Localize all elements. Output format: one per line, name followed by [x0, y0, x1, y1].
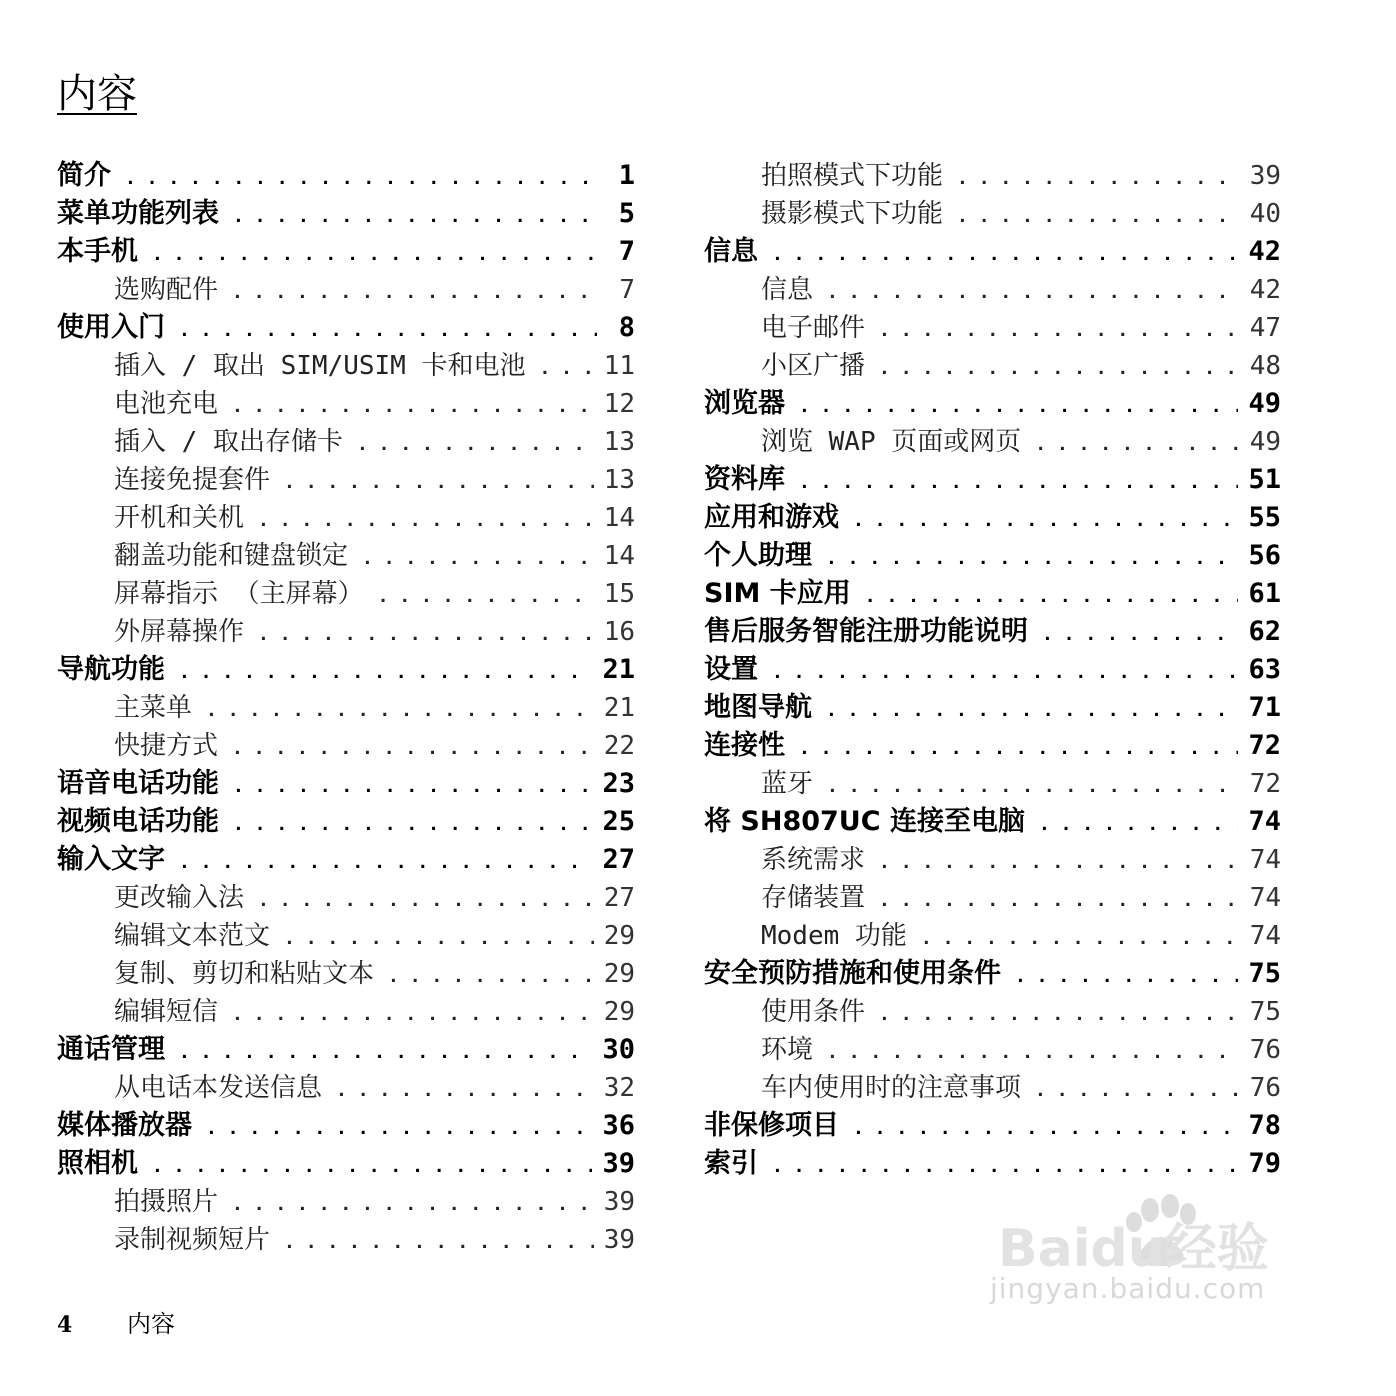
toc-subentry[interactable] [57, 727, 635, 765]
toc-subentry[interactable] [57, 613, 635, 651]
toc-page-number: 14 [603, 503, 635, 533]
toc-entry-label: 屏幕指示 （主屏幕） [114, 579, 364, 609]
toc-leader-dots [879, 844, 1240, 882]
toc-page-number: 78 [1248, 1110, 1281, 1141]
toc-leader-dots [336, 1072, 594, 1110]
footer-page-number: 4 [57, 1312, 73, 1338]
toc-leader-dots [865, 578, 1239, 616]
toc-entry-label: 将 SH807UC 连接至电脑 [704, 806, 1025, 837]
toc-entry[interactable] [704, 385, 1281, 423]
toc-page-number: 48 [1249, 351, 1281, 381]
toc-leader-dots [152, 1148, 592, 1186]
toc-leader-dots [233, 768, 592, 806]
toc-leader-dots [1042, 616, 1238, 654]
toc-leader-dots [125, 160, 597, 198]
toc-leader-dots [921, 920, 1240, 958]
toc-leader-dots [879, 312, 1240, 350]
toc-leader-dots [879, 350, 1240, 388]
toc-leader-dots [879, 882, 1240, 920]
toc-entry-label: 复制、剪切和粘贴文本 [114, 959, 375, 989]
toc-leader-dots [232, 996, 594, 1034]
toc-subentry[interactable] [57, 385, 635, 423]
toc-page-number: 21 [602, 654, 635, 685]
toc-leader-dots [179, 654, 592, 692]
toc-leader-dots [179, 1034, 592, 1072]
toc-entry-label: 拍摄照片 [114, 1187, 219, 1217]
toc-subentry[interactable] [57, 917, 635, 955]
toc-entry-label: 视频电话功能 [57, 806, 219, 837]
toc-entry-label: 连接免提套件 [114, 465, 271, 495]
toc-page-number: 74 [1249, 883, 1281, 913]
toc-page-number: 12 [603, 389, 635, 419]
page-title: 内容 [57, 71, 137, 117]
toc-entry-label: 通话管理 [57, 1034, 165, 1065]
toc-page-number: 63 [1248, 654, 1281, 685]
paw-logo-icon [990, 1192, 1320, 1272]
toc-subentry[interactable] [704, 1069, 1281, 1107]
toc-page-number: 62 [1248, 616, 1281, 647]
toc-entry-label: 车内使用时的注意事项 [761, 1073, 1022, 1103]
toc-page-number: 27 [602, 844, 635, 875]
watermark-url: jingyan.baidu.com [990, 1272, 1266, 1305]
toc-entry-label: 信息 [761, 275, 814, 305]
toc-entry-label: 外屏幕操作 [114, 617, 245, 647]
toc-entry-label: 使用入门 [57, 312, 165, 343]
toc-subentry[interactable] [704, 347, 1281, 385]
toc-page-number: 39 [603, 1187, 635, 1217]
toc-leader-dots [1015, 958, 1238, 996]
toc-leader-dots [378, 578, 594, 616]
toc-entry[interactable] [704, 727, 1281, 765]
toc-entry-label: 录制视频短片 [114, 1225, 271, 1255]
toc-subentry[interactable] [704, 765, 1281, 803]
toc-subentry[interactable] [704, 841, 1281, 879]
toc-entry-label: 电子邮件 [761, 313, 866, 343]
toc-entry-label: 资料库 [704, 464, 785, 495]
toc-subentry[interactable] [704, 993, 1281, 1031]
toc-entry[interactable] [704, 689, 1281, 727]
toc-page-number: 51 [1248, 464, 1281, 495]
toc-page-number: 14 [603, 541, 635, 571]
toc-page-number: 25 [602, 806, 635, 837]
toc-entry-label: 使用条件 [761, 997, 866, 1027]
toc-leader-dots [827, 274, 1240, 312]
toc-page-number: 7 [619, 275, 635, 305]
toc-leader-dots [1035, 426, 1239, 464]
toc-page-number: 56 [1248, 540, 1281, 571]
toc-page-number: 13 [603, 465, 635, 495]
toc-page-number: 76 [1249, 1073, 1281, 1103]
toc-leader-dots [1035, 1072, 1240, 1110]
toc-subentry[interactable] [57, 1221, 635, 1259]
toc-leader-dots [179, 844, 592, 882]
toc-entry[interactable] [57, 195, 635, 233]
toc-page-number: 75 [1248, 958, 1281, 989]
toc-entry-label: 地图导航 [704, 692, 812, 723]
toc-subentry[interactable] [57, 499, 635, 537]
toc-entry-label: 电池充电 [114, 389, 219, 419]
watermark-brand: Baidu经验 [998, 1219, 1269, 1272]
toc-page-number: 27 [603, 883, 635, 913]
toc-leader-dots [826, 692, 1238, 730]
footer-section-title: 内容 [127, 1310, 175, 1338]
toc-subentry[interactable] [57, 347, 635, 385]
toc-entry-label: 浏览 WAP 页面或网页 [761, 427, 1022, 457]
toc-page-number: 74 [1248, 806, 1281, 837]
toc-leader-dots [258, 502, 594, 540]
toc-entry[interactable] [704, 651, 1281, 689]
toc-entry-label: 编辑短信 [114, 997, 219, 1027]
toc-page-number: 47 [1249, 313, 1281, 343]
toc-entry-label: 开机和关机 [114, 503, 245, 533]
toc-entry-label: 非保修项目 [704, 1110, 839, 1141]
toc-page-number: 49 [1248, 388, 1281, 419]
toc-subentry[interactable] [704, 271, 1281, 309]
toc-page-number: 29 [603, 997, 635, 1027]
toc-leader-dots [232, 730, 594, 768]
toc-subentry[interactable] [57, 271, 635, 309]
toc-subentry[interactable] [704, 917, 1281, 955]
toc-page-number: 39 [602, 1148, 635, 1179]
toc-page-number: 71 [1248, 692, 1281, 723]
toc-page-number: 36 [602, 1110, 635, 1141]
toc-leader-dots [258, 616, 594, 654]
toc-leader-dots [826, 540, 1238, 578]
toc-entry-label: 插入 / 取出存储卡 [114, 427, 343, 457]
toc-subentry[interactable] [704, 879, 1281, 917]
toc-subentry[interactable] [57, 1069, 635, 1107]
toc-page-number: 72 [1248, 730, 1281, 761]
toc-leader-dots [853, 502, 1238, 540]
toc-entry-label: 本手机 [57, 236, 138, 267]
toc-entry[interactable] [704, 803, 1281, 841]
toc-subentry[interactable] [57, 461, 635, 499]
toc-entry-label: 浏览器 [704, 388, 785, 419]
toc-entry-label: 摄影模式下功能 [761, 199, 944, 229]
toc-page-number: 76 [1249, 1035, 1281, 1065]
toc-subentry[interactable] [57, 689, 635, 727]
toc-entry-label: Modem 功能 [761, 921, 907, 951]
toc-subentry[interactable] [704, 1031, 1281, 1069]
toc-entry-label: 连接性 [704, 730, 785, 761]
toc-subentry[interactable] [57, 575, 635, 613]
toc-leader-dots [879, 996, 1240, 1034]
toc-page-number: 29 [603, 959, 635, 989]
toc-subentry[interactable] [57, 879, 635, 917]
baidu-watermark [990, 1192, 1320, 1342]
toc-leader-dots [232, 388, 594, 426]
toc-entry[interactable] [704, 233, 1281, 271]
toc-entry-label: 简介 [57, 160, 111, 191]
toc-entry-label: 应用和游戏 [704, 502, 839, 533]
toc-entry[interactable] [704, 1145, 1281, 1183]
toc-leader-dots [152, 236, 597, 274]
toc-subentry[interactable] [57, 1183, 635, 1221]
toc-entry-label: 索引 [704, 1148, 758, 1179]
toc-page-number: 55 [1248, 502, 1281, 533]
toc-subentry[interactable] [57, 537, 635, 575]
toc-leader-dots [957, 160, 1240, 198]
toc-page-number: 74 [1249, 921, 1281, 951]
toc-page-number: 5 [618, 198, 635, 229]
toc-page-number: 74 [1249, 845, 1281, 875]
toc-leader-dots [232, 274, 597, 312]
toc-leader-dots [827, 768, 1240, 806]
toc-entry-label: 媒体播放器 [57, 1110, 192, 1141]
toc-leader-dots [957, 198, 1240, 236]
toc-entry[interactable] [704, 613, 1281, 651]
toc-entry-label: 售后服务智能注册功能说明 [704, 616, 1028, 647]
toc-leader-dots [772, 236, 1238, 274]
toc-subentry[interactable] [704, 195, 1281, 233]
toc-entry-label: 信息 [704, 236, 758, 267]
toc-entry[interactable] [704, 461, 1281, 499]
toc-entry[interactable] [57, 1107, 635, 1145]
toc-entry[interactable] [57, 233, 635, 271]
toc-page-number: 72 [1249, 769, 1281, 799]
toc-subentry[interactable] [57, 423, 635, 461]
toc-entry[interactable] [57, 1145, 635, 1183]
toc-entry[interactable] [57, 841, 635, 879]
toc-entry[interactable] [57, 803, 635, 841]
toc-entry[interactable] [57, 309, 635, 347]
toc-entry-label: 照相机 [57, 1148, 138, 1179]
toc-entry-label: 菜单功能列表 [57, 198, 219, 229]
toc-subentry[interactable] [57, 993, 635, 1031]
toc-leader-dots [772, 654, 1238, 692]
toc-page-number: 11 [603, 351, 635, 381]
toc-leader-dots [540, 350, 594, 388]
toc-leader-dots [853, 1110, 1238, 1148]
toc-leader-dots [799, 730, 1238, 768]
toc-page-number: 22 [603, 731, 635, 761]
toc-page-number: 39 [603, 1225, 635, 1255]
toc-leader-dots [362, 540, 594, 578]
toc-right-column [704, 157, 1281, 1183]
toc-page-number: 32 [603, 1073, 635, 1103]
toc-page-number: 49 [1249, 427, 1281, 457]
toc-entry[interactable] [57, 1031, 635, 1069]
toc-entry-label: 输入文字 [57, 844, 165, 875]
toc-entry-label: 选购配件 [114, 275, 219, 305]
toc-entry[interactable] [57, 651, 635, 689]
toc-entry[interactable] [57, 157, 635, 195]
toc-entry-label: 小区广播 [761, 351, 866, 381]
toc-leader-dots [233, 806, 592, 844]
toc-leader-dots [179, 312, 597, 350]
toc-entry-label: 更改输入法 [114, 883, 245, 913]
toc-subentry[interactable] [704, 157, 1281, 195]
page-footer [57, 1304, 175, 1339]
toc-page-number: 8 [618, 312, 635, 343]
toc-entry-label: 翻盖功能和键盘锁定 [114, 541, 349, 571]
toc-page-number: 1 [618, 160, 635, 191]
toc-leader-dots [799, 388, 1238, 426]
toc-page-number: 61 [1248, 578, 1281, 609]
toc-entry-label: 语音电话功能 [57, 768, 219, 799]
toc-page-number: 42 [1249, 275, 1281, 305]
toc-page-number: 29 [603, 921, 635, 951]
toc-leader-dots [772, 1148, 1238, 1186]
toc-entry[interactable] [704, 537, 1281, 575]
toc-entry-label: 主菜单 [114, 693, 193, 723]
toc-page-number: 42 [1248, 236, 1281, 267]
toc-subentry[interactable] [704, 309, 1281, 347]
toc-leader-dots [206, 1110, 592, 1148]
toc-entry-label: 蓝牙 [761, 769, 814, 799]
toc-page-number: 30 [602, 1034, 635, 1065]
toc-page-number: 16 [603, 617, 635, 647]
toc-left-column [57, 157, 635, 1259]
toc-leader-dots [1039, 806, 1239, 844]
toc-entry-label: 环境 [761, 1035, 814, 1065]
toc-page-number: 15 [603, 579, 635, 609]
toc-entry-label: 系统需求 [761, 845, 866, 875]
toc-leader-dots [284, 920, 594, 958]
toc-leader-dots [232, 1186, 594, 1224]
toc-entry-label: 个人助理 [704, 540, 812, 571]
toc-leader-dots [258, 882, 594, 920]
toc-leader-dots [799, 464, 1238, 502]
toc-leader-dots [284, 1224, 594, 1262]
toc-leader-dots [284, 464, 594, 502]
toc-entry-label: 从电话本发送信息 [114, 1073, 323, 1103]
toc-leader-dots [827, 1034, 1240, 1072]
toc-page-number: 79 [1248, 1148, 1281, 1179]
toc-page-number: 13 [603, 427, 635, 457]
toc-entry[interactable] [704, 1107, 1281, 1145]
toc-entry-label: 存储装置 [761, 883, 866, 913]
toc-entry[interactable] [704, 575, 1281, 613]
toc-page-number: 75 [1249, 997, 1281, 1027]
toc-entry-label: 拍照模式下功能 [761, 161, 944, 191]
toc-page-number: 39 [1249, 161, 1281, 191]
toc-leader-dots [206, 692, 594, 730]
toc-entry[interactable] [704, 955, 1281, 993]
toc-leader-dots [388, 958, 594, 996]
toc-page-number: 23 [602, 768, 635, 799]
toc-page-number: 40 [1249, 199, 1281, 229]
toc-entry-label: 编辑文本范文 [114, 921, 271, 951]
toc-entry-label: 设置 [704, 654, 758, 685]
toc-entry-label: 安全预防措施和使用条件 [704, 958, 1001, 989]
toc-subentry[interactable] [704, 423, 1281, 461]
toc-page-number: 7 [618, 236, 635, 267]
toc-entry-label: 导航功能 [57, 654, 165, 685]
toc-leader-dots [233, 198, 597, 236]
toc-leader-dots [357, 426, 594, 464]
toc-entry-label: SIM 卡应用 [704, 578, 851, 609]
toc-page-number: 21 [603, 693, 635, 723]
toc-entry[interactable] [57, 765, 635, 803]
toc-subentry[interactable] [57, 955, 635, 993]
toc-entry-label: 快捷方式 [114, 731, 219, 761]
toc-entry[interactable] [704, 499, 1281, 537]
toc-entry-label: 插入 / 取出 SIM/USIM 卡和电池 [114, 351, 526, 381]
